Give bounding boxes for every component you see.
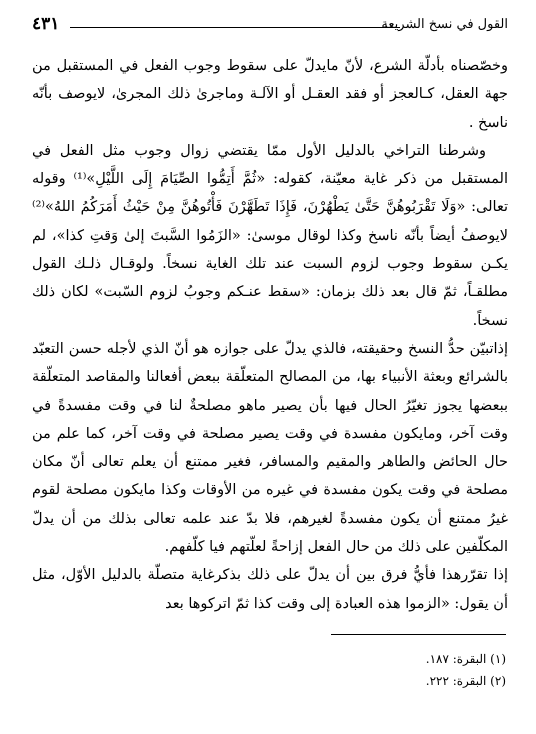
header-rule bbox=[70, 27, 400, 28]
footnotes bbox=[206, 648, 506, 692]
paragraph-4: إذا تقرّرهذا فأيُّ فرق بين أن يدلّ على ذلك بذكرغاية متصلّة بالدليل الأوّل، مثل أن يقول: «الزموا هذه العبادة إلى وقت كذا ثمّ اتركوها بعد bbox=[32, 567, 508, 612]
footnote-rule bbox=[331, 634, 506, 635]
footnote-2: (٢) البقرة: ٢٢٢. bbox=[425, 674, 506, 688]
footnote-1: (١) البقرة: ١٨٧. bbox=[425, 652, 506, 666]
body-text bbox=[32, 52, 508, 618]
paragraph-1: وخصّصناه بأدلّة الشرع، لأنّ مايدلّ على سقوط وجوب الفعل في المستقبل من جهة العقل، كـالعجز أو فقد العقـل أو الآلـة وماجرىٰ ذلك المجرىٰ، لايوصف بأنّه ناسخ . bbox=[32, 58, 508, 131]
paragraph-2: وشرطنا التراخي بالدليل الأول ممّا يقتضي زوال وجوب مثل الفعل في المستقبل من ذكر غاية معيّنة، كقوله: «ثُمَّ أَتِمُّوا الصِّيَامَ إِلَى اللَّيْلِ»⁽¹⁾ وقوله تعالى: «وَلَا تَقْرَبُوهُنَّ حَتَّىٰ يَطْهُرْنَ، فَإِذَا تَطَهَّرْنَ فَأْتُوهُنَّ مِنْ حَيْثُ أَمَرَكُمُ اللهُ»⁽²⁾ لايوصفُ أيضاً بأنّه ناسخ وكذا لوقال موسىٰ: «الزَمُوا السَّبتَ إلىٰ وَقتِ كذا»، لم يكـن سقوط وجوب لزوم السبت عند تلك الغاية نسخاً. ولوقـال ذلـك القول مطلقـاً، ثمّ قال بعد ذلك بزمان: «سقط عنـكم وجوبُ لزوم السّبت» لكان ذلك نسخاً. bbox=[32, 142, 508, 329]
running-title: القول في نسخ الشريعة bbox=[381, 17, 508, 32]
paragraph-3: إذاتبيّن حدُّ النسخ وحقيقته، فالذي يدلّ على جوازه هو أنّ الذي لأجله حسن التعبّد بالشرائع وبعثة الأنبياء بها، من المصالح المتعلّقة ببعض أفعالنا والمقاصد المتعلّقة ببعضها يجوز تغيّرُ الحال فيها بأن يصير ماهو مصلحةٌ لنا في وقت مفسدةً في وقت آخر، ومايكون مفسدة في وقت يصير مصلحة في وقت آخر، كما علم من حال الحائض والطاهر والمقيم والمسافر، فغير ممتنع أن يعلم تعالى أنّ مكان مصلحة في وقت يكون مفسدة في غيره من الأوقات وكذا مايكون مصلحة لقوم غيرُ ممتنع أن يكون مفسدةً لغيرهم، فلا بدّ عند علمه تعالى بذلك من أن يدلّ المكلّفين على ذلك من حال الفعل إزاحةً لعلّتهم فيا كلّفهم. bbox=[32, 340, 508, 556]
page-header bbox=[32, 16, 508, 38]
page-number: ٤٣١ bbox=[32, 14, 60, 34]
